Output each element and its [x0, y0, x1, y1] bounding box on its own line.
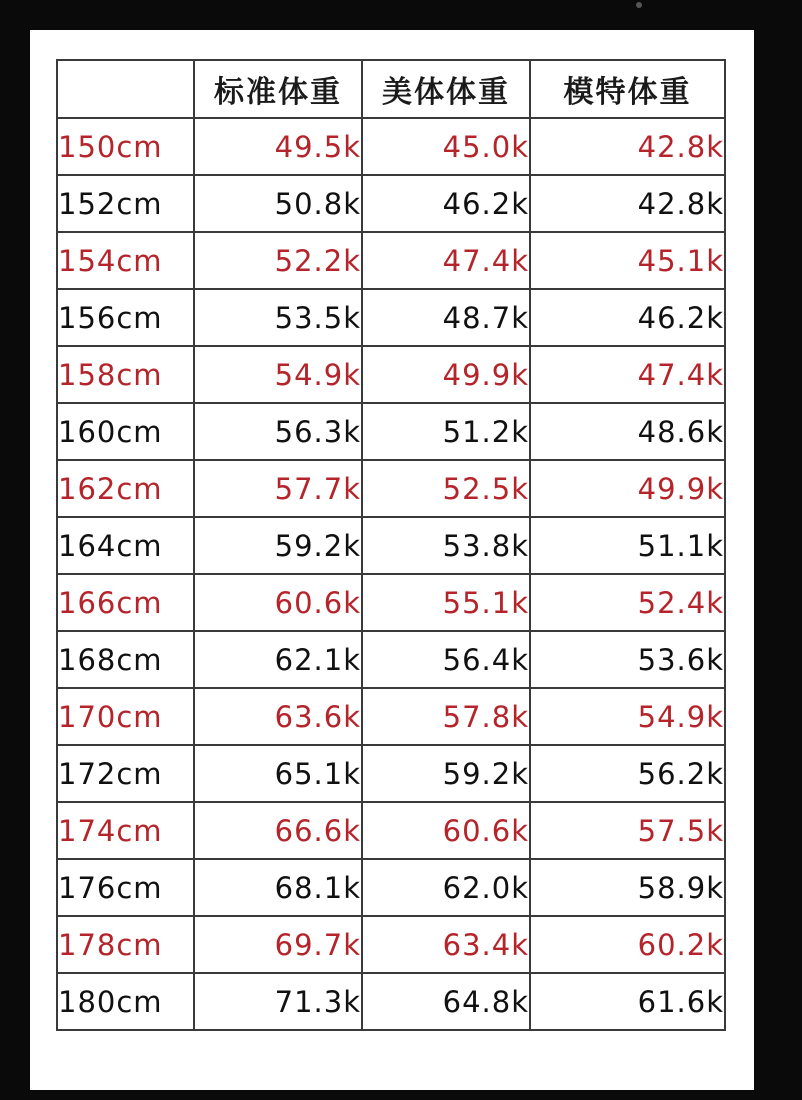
- model-weight-cell: 54.9k: [530, 688, 725, 745]
- model-weight-cell: 47.4k: [530, 346, 725, 403]
- table-row: [57, 118, 725, 175]
- height-cell: 178cm: [57, 916, 194, 973]
- model-weight-cell: 51.1k: [530, 517, 725, 574]
- model-weight-cell: 46.2k: [530, 289, 725, 346]
- table-row: [57, 802, 725, 859]
- table-row: [57, 346, 725, 403]
- body-shape-weight-cell: 51.2k: [362, 403, 530, 460]
- standard-weight-cell: 65.1k: [194, 745, 362, 802]
- body-shape-weight-cell: 59.2k: [362, 745, 530, 802]
- body-shape-weight-cell: 48.7k: [362, 289, 530, 346]
- body-shape-weight-cell: 46.2k: [362, 175, 530, 232]
- height-cell: 174cm: [57, 802, 194, 859]
- model-weight-cell: 61.6k: [530, 973, 725, 1030]
- body-shape-weight-cell: 56.4k: [362, 631, 530, 688]
- header-standard-weight: 标准体重: [194, 60, 362, 118]
- height-cell: 168cm: [57, 631, 194, 688]
- header-body-shape-weight: 美体体重: [362, 60, 530, 118]
- height-cell: 172cm: [57, 745, 194, 802]
- standard-weight-cell: 63.6k: [194, 688, 362, 745]
- model-weight-cell: 57.5k: [530, 802, 725, 859]
- model-weight-cell: 48.6k: [530, 403, 725, 460]
- body-shape-weight-cell: 60.6k: [362, 802, 530, 859]
- height-cell: 164cm: [57, 517, 194, 574]
- model-weight-cell: 56.2k: [530, 745, 725, 802]
- height-cell: 150cm: [57, 118, 194, 175]
- height-cell: 156cm: [57, 289, 194, 346]
- model-weight-cell: 45.1k: [530, 232, 725, 289]
- standard-weight-cell: 53.5k: [194, 289, 362, 346]
- body-shape-weight-cell: 55.1k: [362, 574, 530, 631]
- model-weight-cell: 60.2k: [530, 916, 725, 973]
- table-row: [57, 745, 725, 802]
- model-weight-cell: 52.4k: [530, 574, 725, 631]
- height-cell: 152cm: [57, 175, 194, 232]
- header-corner-cell: [57, 60, 194, 118]
- standard-weight-cell: 52.2k: [194, 232, 362, 289]
- standard-weight-cell: 68.1k: [194, 859, 362, 916]
- table-row: [57, 232, 725, 289]
- model-weight-cell: 42.8k: [530, 175, 725, 232]
- height-cell: 176cm: [57, 859, 194, 916]
- model-weight-cell: 58.9k: [530, 859, 725, 916]
- table-row: [57, 574, 725, 631]
- body-shape-weight-cell: 64.8k: [362, 973, 530, 1030]
- standard-weight-cell: 57.7k: [194, 460, 362, 517]
- table-header-row: [57, 60, 725, 118]
- standard-weight-cell: 59.2k: [194, 517, 362, 574]
- standard-weight-cell: 71.3k: [194, 973, 362, 1030]
- standard-weight-cell: 69.7k: [194, 916, 362, 973]
- weight-chart-sheet: [30, 30, 754, 1090]
- table-row: [57, 859, 725, 916]
- body-shape-weight-cell: 57.8k: [362, 688, 530, 745]
- standard-weight-cell: 50.8k: [194, 175, 362, 232]
- height-weight-table: [56, 59, 726, 1031]
- body-shape-weight-cell: 53.8k: [362, 517, 530, 574]
- body-shape-weight-cell: 49.9k: [362, 346, 530, 403]
- height-cell: 162cm: [57, 460, 194, 517]
- height-cell: 166cm: [57, 574, 194, 631]
- model-weight-cell: 49.9k: [530, 460, 725, 517]
- body-shape-weight-cell: 47.4k: [362, 232, 530, 289]
- table-row: [57, 403, 725, 460]
- table-row: [57, 631, 725, 688]
- table-row: [57, 916, 725, 973]
- corner-dot: [636, 2, 642, 8]
- table-row: [57, 289, 725, 346]
- body-shape-weight-cell: 52.5k: [362, 460, 530, 517]
- standard-weight-cell: 56.3k: [194, 403, 362, 460]
- table-row: [57, 973, 725, 1030]
- table-row: [57, 517, 725, 574]
- standard-weight-cell: 54.9k: [194, 346, 362, 403]
- height-cell: 154cm: [57, 232, 194, 289]
- height-cell: 170cm: [57, 688, 194, 745]
- body-shape-weight-cell: 45.0k: [362, 118, 530, 175]
- height-cell: 158cm: [57, 346, 194, 403]
- standard-weight-cell: 66.6k: [194, 802, 362, 859]
- header-model-weight: 模特体重: [530, 60, 725, 118]
- standard-weight-cell: 62.1k: [194, 631, 362, 688]
- height-cell: 180cm: [57, 973, 194, 1030]
- body-shape-weight-cell: 62.0k: [362, 859, 530, 916]
- table-row: [57, 460, 725, 517]
- standard-weight-cell: 60.6k: [194, 574, 362, 631]
- height-cell: 160cm: [57, 403, 194, 460]
- standard-weight-cell: 49.5k: [194, 118, 362, 175]
- model-weight-cell: 42.8k: [530, 118, 725, 175]
- table-row: [57, 688, 725, 745]
- body-shape-weight-cell: 63.4k: [362, 916, 530, 973]
- model-weight-cell: 53.6k: [530, 631, 725, 688]
- table-row: [57, 175, 725, 232]
